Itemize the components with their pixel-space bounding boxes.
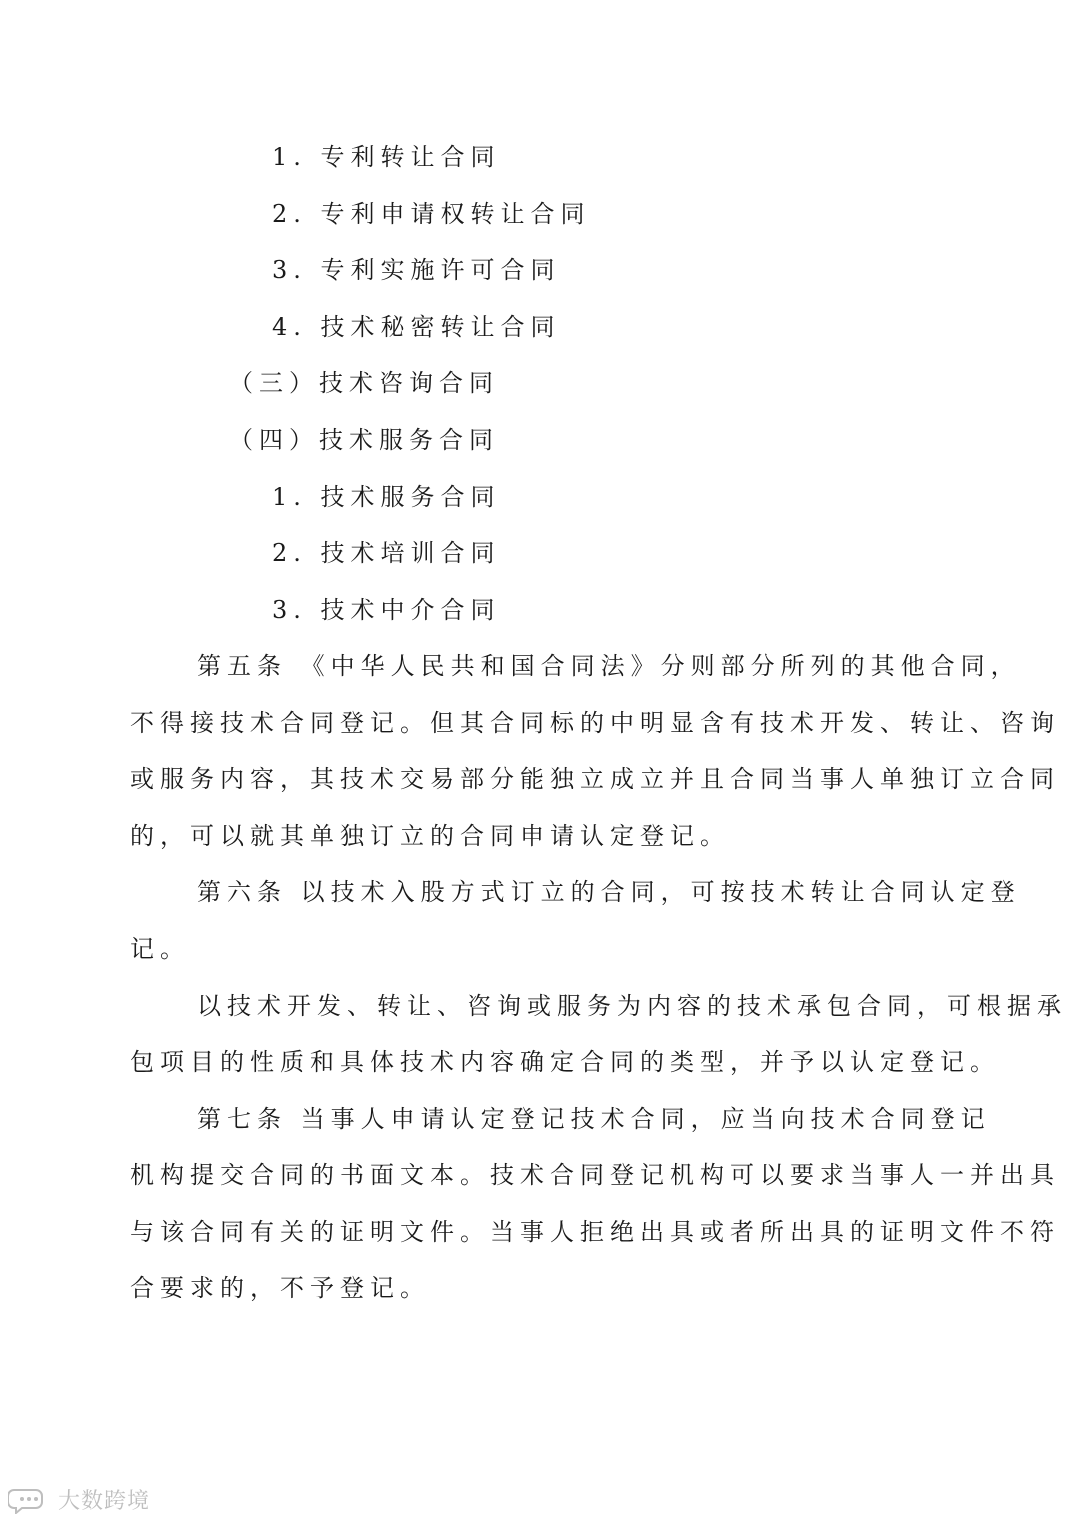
list-item-patent-license: 3. 专利实施许可合同 bbox=[272, 256, 561, 284]
article6-para2-line1: 以技术开发、转让、咨询或服务为内容的技术承包合同，可根据承 bbox=[197, 992, 1067, 1020]
article6-line1: 第六条 以技术入股方式订立的合同，可按技术转让合同认定登 bbox=[197, 878, 1021, 906]
article6-para2-line2: 包项目的性质和具体技术内容确定合同的类型，并予以认定登记。 bbox=[130, 1048, 1000, 1076]
article7-line2: 机构提交合同的书面文本。技术合同登记机构可以要求当事人一并出具 bbox=[130, 1161, 1060, 1189]
list-item-patent-transfer: 1. 专利转让合同 bbox=[272, 143, 501, 171]
list-item-tech-service: 1. 技术服务合同 bbox=[272, 483, 501, 511]
section-heading-service: （四）技术服务合同 bbox=[229, 426, 499, 454]
section-heading-consulting: （三）技术咨询合同 bbox=[229, 369, 499, 397]
article6-line2: 记。 bbox=[130, 935, 190, 963]
list-item-tech-intermediary: 3. 技术中介合同 bbox=[272, 596, 501, 624]
watermark bbox=[8, 1484, 150, 1515]
list-item-tech-secret-transfer: 4. 技术秘密转让合同 bbox=[272, 313, 561, 341]
article7-line1: 第七条 当事人申请认定登记技术合同，应当向技术合同登记 bbox=[197, 1105, 991, 1133]
article5-line4: 的，可以就其单独订立的合同申请认定登记。 bbox=[130, 822, 730, 850]
article7-line3: 与该合同有关的证明文件。当事人拒绝出具或者所出具的证明文件不符 bbox=[130, 1218, 1060, 1246]
article5-line3: 或服务内容，其技术交易部分能独立成立并且合同当事人单独订立合同 bbox=[130, 765, 1060, 793]
article7-line4: 合要求的，不予登记。 bbox=[130, 1274, 430, 1302]
article5-line2: 不得接技术合同登记。但其合同标的中明显含有技术开发、转让、咨询 bbox=[130, 709, 1060, 737]
chat-bubble-icon bbox=[8, 1486, 52, 1514]
watermark-text: 大数跨境 bbox=[58, 1489, 151, 1514]
list-item-tech-training: 2. 技术培训合同 bbox=[272, 539, 501, 567]
article5-line1: 第五条 《中华人民共和国合同法》分则部分所列的其他合同， bbox=[197, 652, 1021, 680]
list-item-patent-application-transfer: 2. 专利申请权转让合同 bbox=[272, 200, 591, 228]
